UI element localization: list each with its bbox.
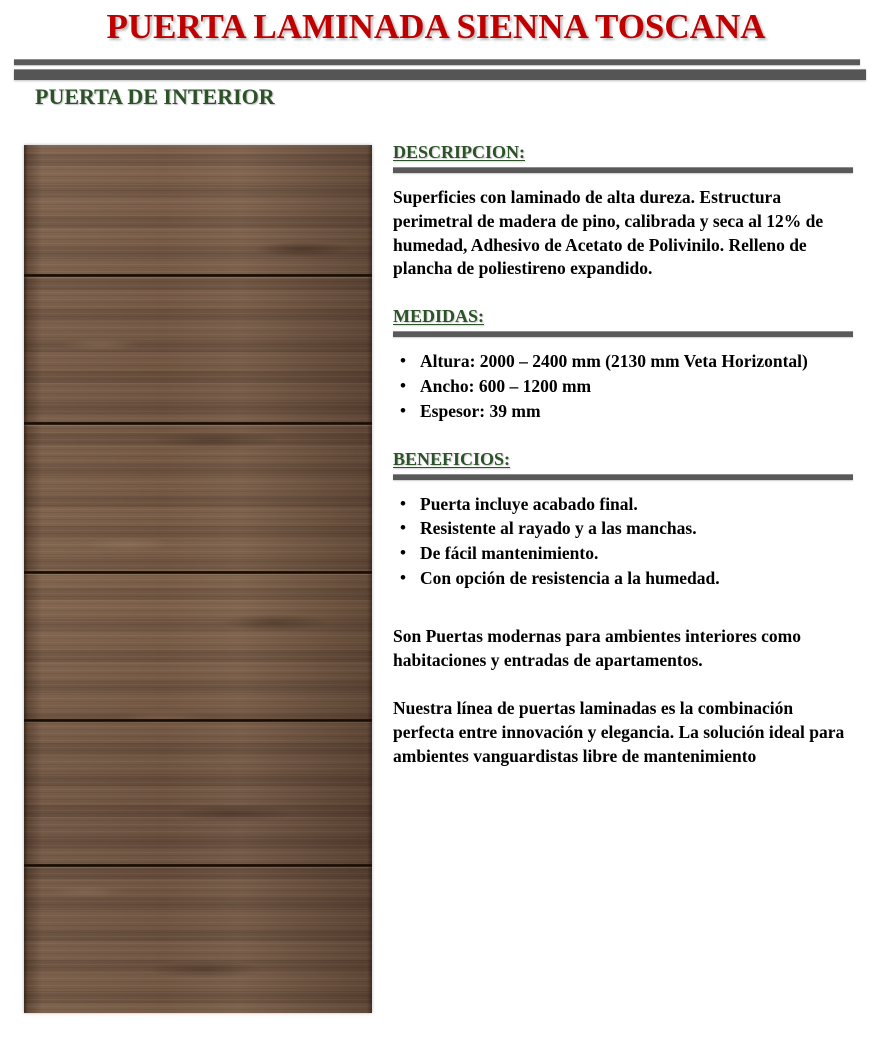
section-medidas: [393, 306, 855, 423]
list-item: • De fácil mantenimiento.: [393, 542, 855, 566]
list-item: • Espesor: 39 mm: [393, 400, 855, 424]
list-item: • Con opción de resistencia a la humedad.: [393, 567, 855, 591]
section-rule: [393, 474, 853, 480]
closing-paragraph-1: Son Puertas modernas para ambientes interiores como habitaciones y entradas de apartamentos.: [393, 625, 801, 670]
product-image-door: [24, 145, 372, 1013]
door-groove: [24, 571, 372, 574]
header-rule-thin: [14, 59, 860, 65]
door-groove: [24, 719, 372, 722]
descripcion-paragraph: Superficies con laminado de alta dureza. Estructura perimetral de madera de pino, calibrada y seca al 12% de humedad, Adhesivo de Acetato de Polivinilo. Relleno de plancha de poliestireno expandido.: [393, 187, 824, 279]
spacer: [393, 297, 855, 306]
door-groove: [24, 274, 372, 277]
spacer: [393, 440, 855, 449]
door-left-edge-shadow: [24, 145, 28, 1013]
section-descripcion: [393, 142, 855, 281]
spacer: [393, 688, 855, 697]
section-heading-beneficios: BENEFICIOS:: [393, 448, 511, 469]
section-beneficios: [393, 449, 855, 591]
section-heading-medidas: MEDIDAS:: [393, 306, 485, 327]
list-item: • Resistente al rayado y a las manchas.: [393, 517, 855, 541]
section-rule: [393, 331, 853, 337]
page-title: PUERTA LAMINADA SIENNA TOSCANA: [106, 7, 766, 46]
closing-paragraph-2: Nuestra línea de puertas laminadas es la combinación perfecta entre innovación y elegancia. La solución ideal para ambientes vanguardistas libre de mantenimiento: [393, 698, 845, 766]
header-rule-thick: [14, 69, 866, 80]
door-right-edge-shadow: [367, 145, 372, 1013]
spacer: [393, 607, 855, 625]
content-area: [0, 130, 872, 1040]
medidas-list: [393, 350, 855, 423]
list-item: • Puerta incluye acabado final.: [393, 493, 855, 517]
beneficios-list: [393, 493, 855, 591]
page-subtitle: PUERTA DE INTERIOR: [35, 84, 275, 109]
door-groove: [24, 422, 372, 425]
specification-column: [393, 142, 855, 785]
door-groove: [24, 864, 372, 867]
section-rule: [393, 167, 853, 173]
list-item: • Altura: 2000 – 2400 mm (2130 mm Veta Horizontal): [393, 350, 855, 374]
section-heading-descripcion: DESCRIPCION:: [393, 142, 526, 162]
list-item: • Ancho: 600 – 1200 mm: [393, 375, 855, 399]
